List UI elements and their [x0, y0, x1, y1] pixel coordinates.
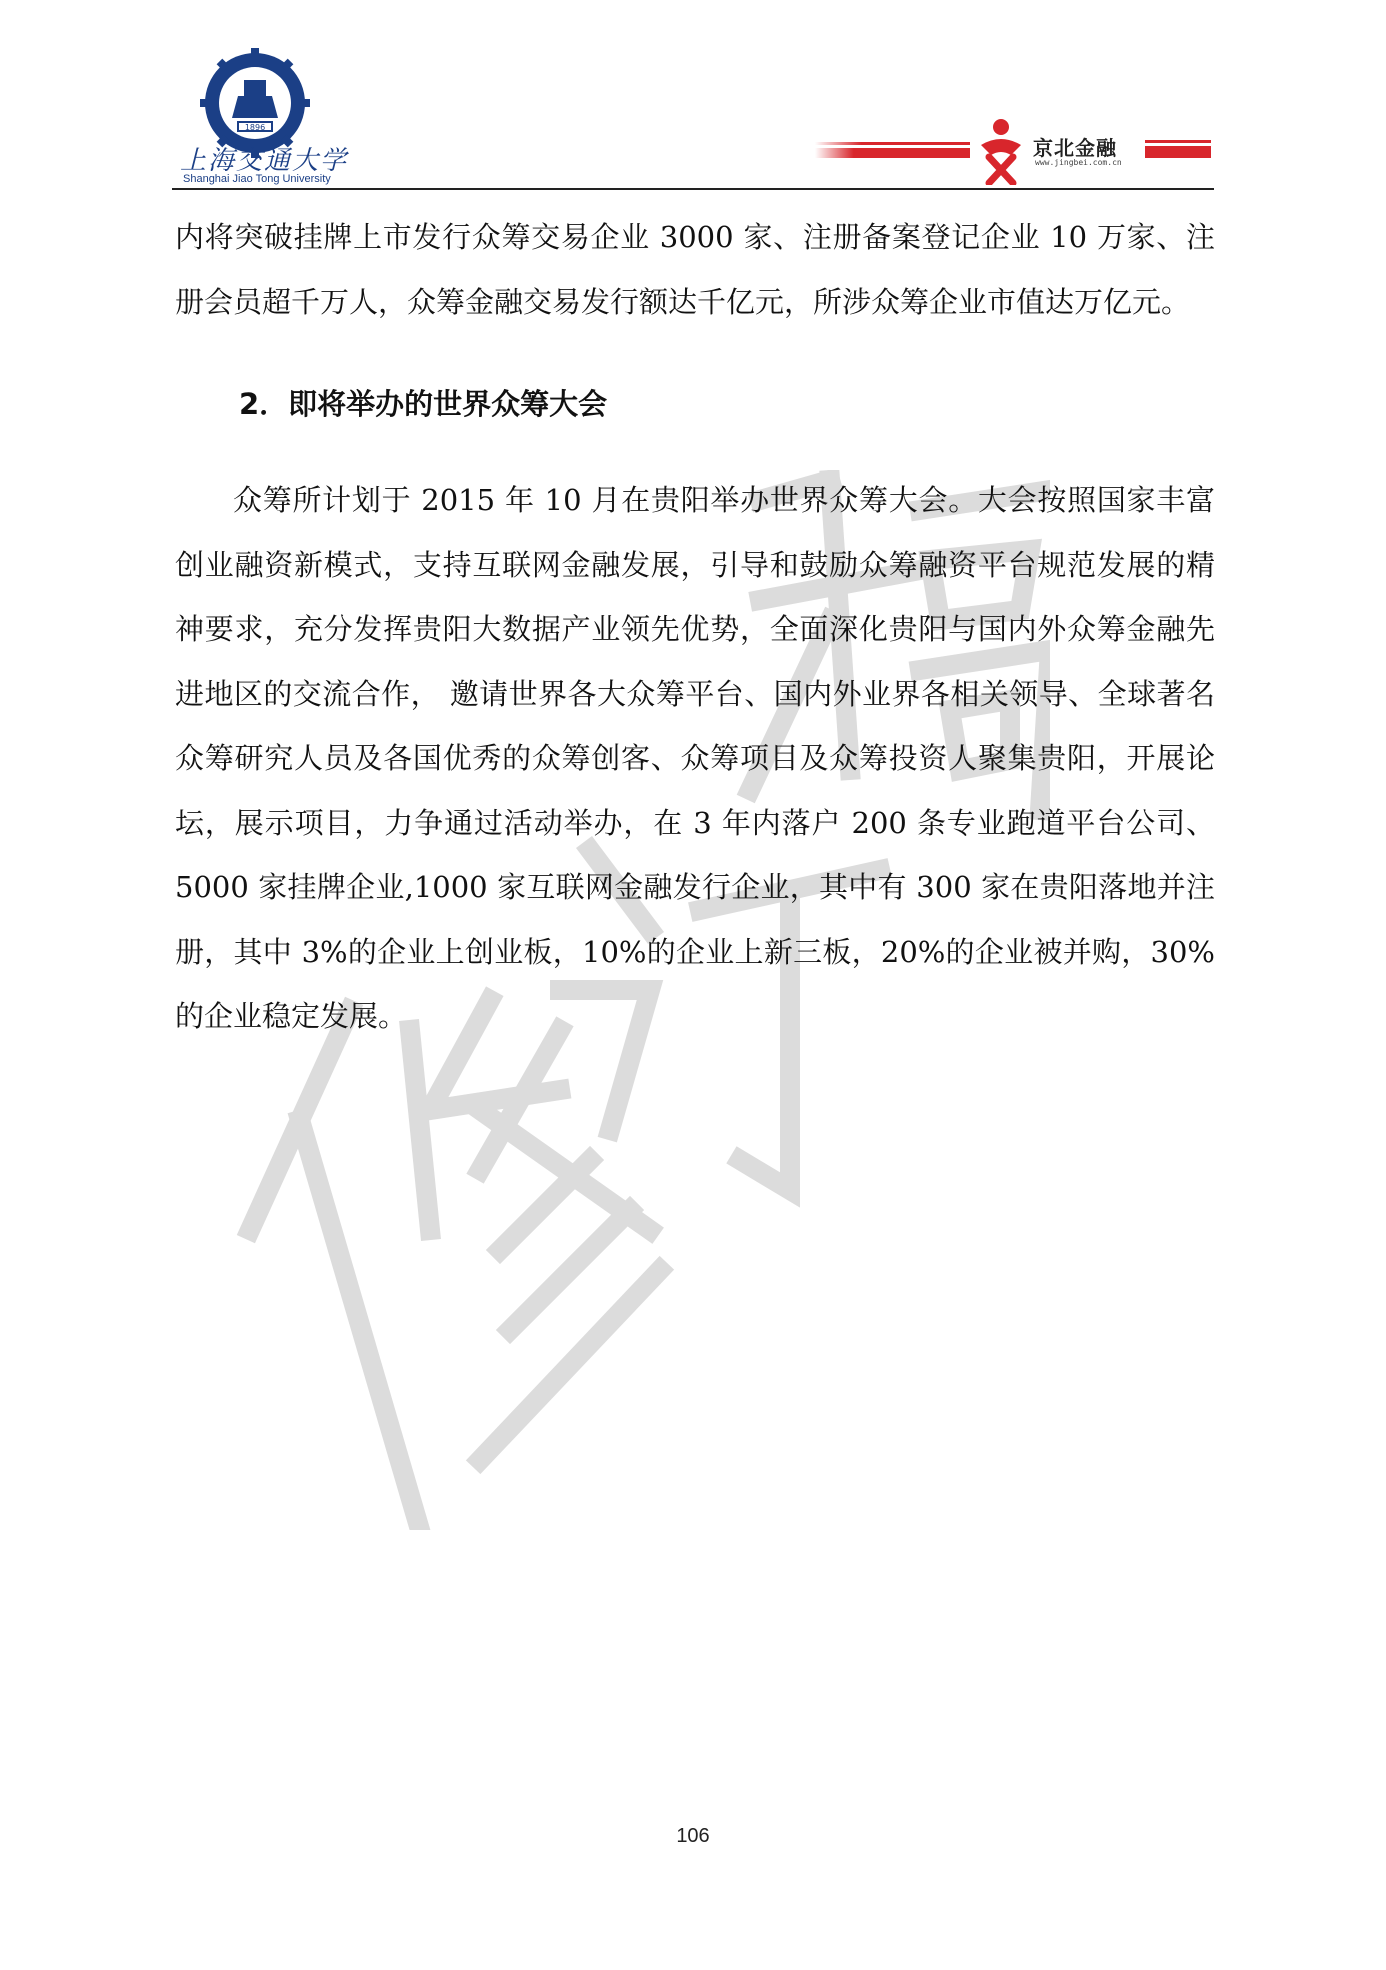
- paragraph-continuation: 内将突破挂牌上市发行众筹交易企业 3000 家、注册备案登记企业 10 万家、注册会员超千万人，众筹金融交易发行额达千亿元，所涉众筹企业市值达万亿元。: [175, 220, 1215, 319]
- section-heading: 2．即将举办的世界众筹大会: [239, 387, 608, 421]
- paragraph-world-crowdfunding-conference: 众筹所计划于 2015 年 10 月在贵阳举办世界众筹大会。大会按照国家丰富创业融资新模式，支持互联网金融发展，引导和鼓励众筹融资平台规范发展的精神要求，充分发挥贵阳大数据产业领先优势，全面深化贵阳与国内外众筹金融先进地区的交流合作， 邀请世界各大众筹平台、国内外业界各相关领导、全球著名众筹研究人员及各国优秀的众筹创客、众筹项目及众筹投资人聚集贵阳，开展论坛，展示项目，力争通过活动举办，在 3 年内落户 200 条专业跑道平台公司、5000 家挂牌企业,1000 家互联网金融发行企业，其中有 300 家在贵阳落地并注册，其中 3%的企业上创业板，10%的企业上新三板，20%的企业被并购，30%的企业稳定发展。: [175, 483, 1215, 1033]
- jingbei-url: www.jingbei.com.cn: [1035, 158, 1122, 167]
- svg-text:1896: 1896: [244, 123, 266, 132]
- header-red-bar-right: [1145, 146, 1211, 158]
- header-red-bar-left: [815, 148, 970, 158]
- jingbei-name: 京北金融: [1033, 136, 1117, 160]
- jingbei-logo-icon: [975, 115, 1027, 185]
- sjtu-name-cn: 上海交通大学: [180, 146, 349, 176]
- page-content: [175, 205, 1215, 1049]
- page-header: [0, 0, 1386, 195]
- header-divider: [172, 188, 1214, 190]
- sjtu-name-en: Shanghai Jiao Tong University: [183, 173, 331, 185]
- page-number: 106: [676, 1825, 710, 1847]
